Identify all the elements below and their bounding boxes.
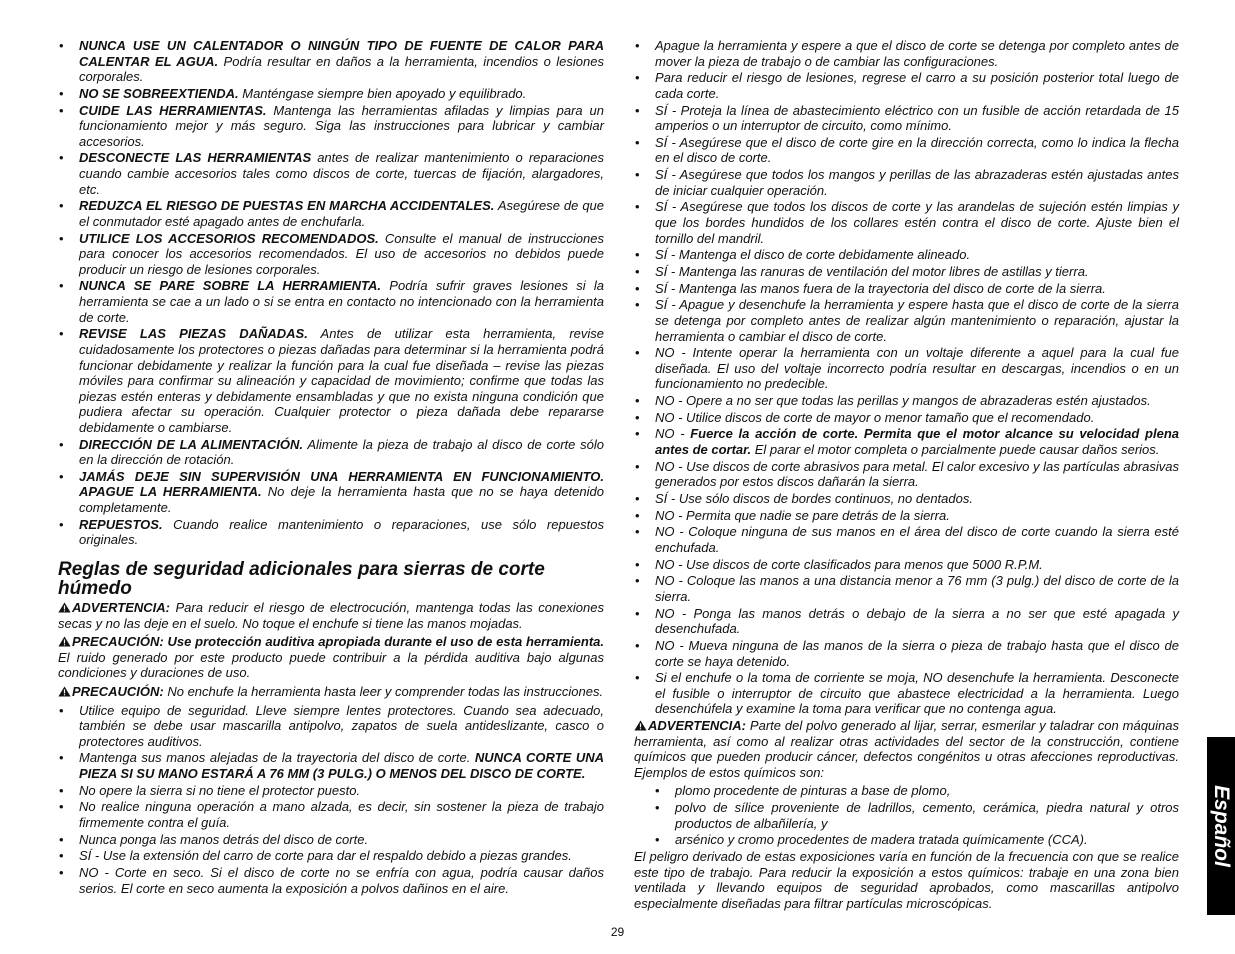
list-item: • plomo procedente de pinturas a base de plomo, <box>654 783 1179 799</box>
list-item: • polvo de sílice proveniente de ladrillos, cemento, cerámica, piedra natural y otros productos de albañilería, y <box>654 800 1179 831</box>
list-item: • NO - Utilice discos de corte de mayor o menor tamaño que el recomendado. <box>634 410 1179 426</box>
list-item: • NO SE SOBREEXTIENDA. Manténgase siempre bien apoyado y equilibrado. <box>58 86 604 102</box>
list-item: • NO - Fuerce la acción de corte. Permita que el motor alcance su velocidad plena antes de cortar. El parar el motor completa o parcialmente puede causar daños serios. <box>634 426 1179 457</box>
list-item: • Utilice equipo de seguridad. Lleve siempre lentes protectores. Cuando sea adecuado, también se debe usar mascarilla antipolvo, zapatos de suela antideslizante, casco o protectores auditivos. <box>58 703 604 750</box>
wet-saw-rules-list <box>58 703 604 897</box>
section-heading: Reglas de seguridad adicionales para sierras de corte húmedo <box>58 558 545 599</box>
list-item: • NO - Coloque las manos a una distancia menor a 76 mm (3 pulg.) del disco de corte de la sierra. <box>634 573 1179 604</box>
warning-triangle-icon <box>58 686 71 697</box>
list-item: • SÍ - Use la extensión del carro de corte para dar el respaldo debido a piezas grandes. <box>58 848 604 864</box>
list-item: • Nunca ponga las manos detrás del disco de corte. <box>58 832 604 848</box>
warning-paragraph: ADVERTENCIA: Parte del polvo generado al lijar, serrar, esmerilar y taladrar con máquinas herramienta, así como al realizar otras actividades del sector de la construcción, contiene químicos que pueden producir cáncer, defectos congénitos u otras afecciones reproductivas. Ejemplos de estos químicos son: <box>634 718 1179 780</box>
list-item: • NO - Use discos de corte abrasivos para metal. El calor excesivo y las partículas abrasivas generados por estos discos dañarán la sierra. <box>634 459 1179 490</box>
warning-triangle-icon <box>58 636 71 647</box>
safety-rules-list <box>58 38 604 548</box>
list-item: • NO - Corte en seco. Si el disco de corte no se enfría con agua, podría causar daños serios. El corte en seco aumenta la exposición a polvos dañinos en el aire. <box>58 865 604 896</box>
list-item: • SÍ - Mantenga el disco de corte debidamente alineado. <box>634 247 1179 263</box>
list-item: • SÍ - Use sólo discos de bordes continuos, no dentados. <box>634 491 1179 507</box>
list-item: • NO - Intente operar la herramienta con un voltaje diferente a aquel para la cual fue diseñada. El uso del voltaje incorrecto podría resultar en descargas, incendios o en un funcionamiento no predecible. <box>634 345 1179 392</box>
list-item: • UTILICE LOS ACCESORIOS RECOMENDADOS. Consulte el manual de instrucciones para conocer los accesorios recomendados. El uso de accesorios no debidos puede producir un riesgo de lesiones corporales. <box>58 231 604 278</box>
caution-paragraph: PRECAUCIÓN: Use protección auditiva apropiada durante el uso de esta herramienta. El ruido generado por este producto puede contribuir a la pérdida auditiva bajo algunas condiciones y duraciones de uso. <box>58 634 604 681</box>
list-item: • JAMÁS DEJE SIN SUPERVISIÓN UNA HERRAMIENTA EN FUNCIONAMIENTO. APAGUE LA HERRAMIENTA. No deje la herramienta hasta que no se haya detenido completamente. <box>58 469 604 516</box>
list-item: • SÍ - Apague y desenchufe la herramienta y espere hasta que el disco de corte de la sierra se detenga por completo antes de realizar algún mantenimiento o reparación, ajustar la herramienta o cambiar el disco de corte. <box>634 297 1179 344</box>
warning-triangle-icon <box>58 602 71 613</box>
language-tab-label: Español <box>1210 785 1233 867</box>
list-item: • SÍ - Asegúrese que el disco de corte gire en la dirección correcta, como lo indica la flecha en el disco de corte. <box>634 135 1179 166</box>
list-item: • Mantenga sus manos alejadas de la trayectoria del disco de corte. NUNCA CORTE UNA PIEZA SI SU MANO ESTARÁ A 76 MM (3 PULG.) O MENOS DEL DISCO DE CORTE. <box>58 750 604 781</box>
caution-paragraph: PRECAUCIÓN: No enchufe la herramienta hasta leer y comprender todas las instrucciones. <box>58 684 604 700</box>
list-item: • Si el enchufe o la toma de corriente se moja, NO desenchufe la herramienta. Desconecte el fusible o interruptor de circuito que abastece electricidad a la herramienta. Luego desenchúfela y examine la toma para verificar que no contenga agua. <box>634 670 1179 717</box>
list-item: • No opere la sierra si no tiene el protector puesto. <box>58 783 604 799</box>
list-item: • SÍ - Asegúrese que todos los mangos y perillas de las abrazaderas estén ajustadas antes de iniciar cualquier operación. <box>634 167 1179 198</box>
list-item: • NO - Ponga las manos detrás o debajo de la sierra a no ser que esté apagada y desenchufada. <box>634 606 1179 637</box>
closing-paragraph: El peligro derivado de estas exposiciones varía en función de la frecuencia con que se realice este tipo de trabajo. Para reducir la exposición a estos químicos: trabaje en una zona bien ventilada y llevando equipos de seguridad aprobados, como mascarillas antipolvo especialmente diseñadas para filtrar partículas microscópicas. <box>634 849 1179 911</box>
list-item: • arsénico y cromo procedentes de madera tratada químicamente (CCA). <box>654 832 1179 848</box>
list-item: • NO - Opere a no ser que todas las perillas y mangos de abrazaderas estén ajustados. <box>634 393 1179 409</box>
list-item: • No realice ninguna operación a mano alzada, es decir, sin sostener la pieza de trabajo firmemente contra el guía. <box>58 799 604 830</box>
list-item: • NUNCA USE UN CALENTADOR O NINGÚN TIPO DE FUENTE DE CALOR PARA CALENTAR EL AGUA. Podría resultar en daños a la herramienta, incendios o lesiones corporales. <box>58 38 604 85</box>
list-item: • NO - Permita que nadie se pare detrás de la sierra. <box>634 508 1179 524</box>
operating-rules-list <box>634 38 1179 717</box>
list-item: • SÍ - Mantenga las manos fuera de la trayectoria del disco de corte de la sierra. <box>634 281 1179 297</box>
warning-triangle-icon <box>634 720 647 731</box>
list-item: • DESCONECTE LAS HERRAMIENTAS antes de realizar mantenimiento o reparaciones cuando cambie accesorios tales como discos de corte, tuercas de fijación, alargadores, etc. <box>58 150 604 197</box>
list-item: • SÍ - Mantenga las ranuras de ventilación del motor libres de astillas y tierra. <box>634 264 1179 280</box>
list-item: • Para reducir el riesgo de lesiones, regrese el carro a su posición posterior total luego de cada corte. <box>634 70 1179 101</box>
list-item: • NUNCA SE PARE SOBRE LA HERRAMIENTA. Podría sufrir graves lesiones si la herramienta se cae a un lado o si se entra en contacto no intencionado con la herramienta de corte. <box>58 278 604 325</box>
list-item: • NO - Coloque ninguna de sus manos en el área del disco de corte cuando la sierra esté enchufada. <box>634 524 1179 555</box>
list-item: • SÍ - Asegúrese que todos los discos de corte y las arandelas de sujeción estén limpias y que los bordes hundidos de los collares estén contra el disco de corte. Ajuste bien el tornillo del mandril. <box>634 199 1179 246</box>
list-item: • DIRECCIÓN DE LA ALIMENTACIÓN. Alimente la pieza de trabajo al disco de corte sólo en la dirección de rotación. <box>58 437 604 468</box>
list-item: • NO - Use discos de corte clasificados para menos que 5000 R.P.M. <box>634 557 1179 573</box>
list-item: • CUIDE LAS HERRAMIENTAS. Mantenga las herramientas afiladas y limpias para un funcionamiento mejor y más seguro. Siga las instrucciones para lubricar y cambiar accesorios. <box>58 103 604 150</box>
page-number: 29 <box>610 925 625 939</box>
list-item: • SÍ - Proteja la línea de abastecimiento eléctrico con un fusible de acción retardada de 15 amperios o un interruptor de circuito, como mínimo. <box>634 103 1179 134</box>
list-item: • REDUZCA EL RIESGO DE PUESTAS EN MARCHA ACCIDENTALES. Asegúrese de que el conmutador esté apagado antes de enchufarla. <box>58 198 604 229</box>
list-item: • Apague la herramienta y espere a que el disco de corte se detenga por completo antes de mover la pieza de trabajo o de cambiar las configuraciones. <box>634 38 1179 69</box>
right-column <box>634 38 1179 915</box>
warning-paragraph: ADVERTENCIA: Para reducir el riesgo de electrocución, mantenga todas las conexiones secas y no las deje en el suelo. No toque el enchufe si tiene las manos mojadas. <box>58 599 604 631</box>
list-item: • REVISE LAS PIEZAS DAÑADAS. Antes de utilizar esta herramienta, revise cuidadosamente los protectores o piezas dañadas para determinar si la herramienta podrá funcionar debidamente y realizar la función para la cual fue diseñada – revise las piezas móviles para confirmar su alineación y capacidad de movimiento; confirme que todas las piezas estén enteras y debidamente ensambladas y que no exista ninguna condición que pudiera afectar su operación. Cualquier protector o pieza dañada debe repararse debidamente o cambiarse. <box>58 326 604 435</box>
language-tab <box>1207 737 1235 915</box>
left-column <box>58 38 604 897</box>
list-item: • NO - Mueva ninguna de las manos de la sierra o pieza de trabajo hasta que el disco de corte se haya detenido. <box>634 638 1179 669</box>
list-item: • REPUESTOS. Cuando realice mantenimiento o reparaciones, use sólo repuestos originales. <box>58 517 604 548</box>
chemicals-list <box>654 783 1179 848</box>
